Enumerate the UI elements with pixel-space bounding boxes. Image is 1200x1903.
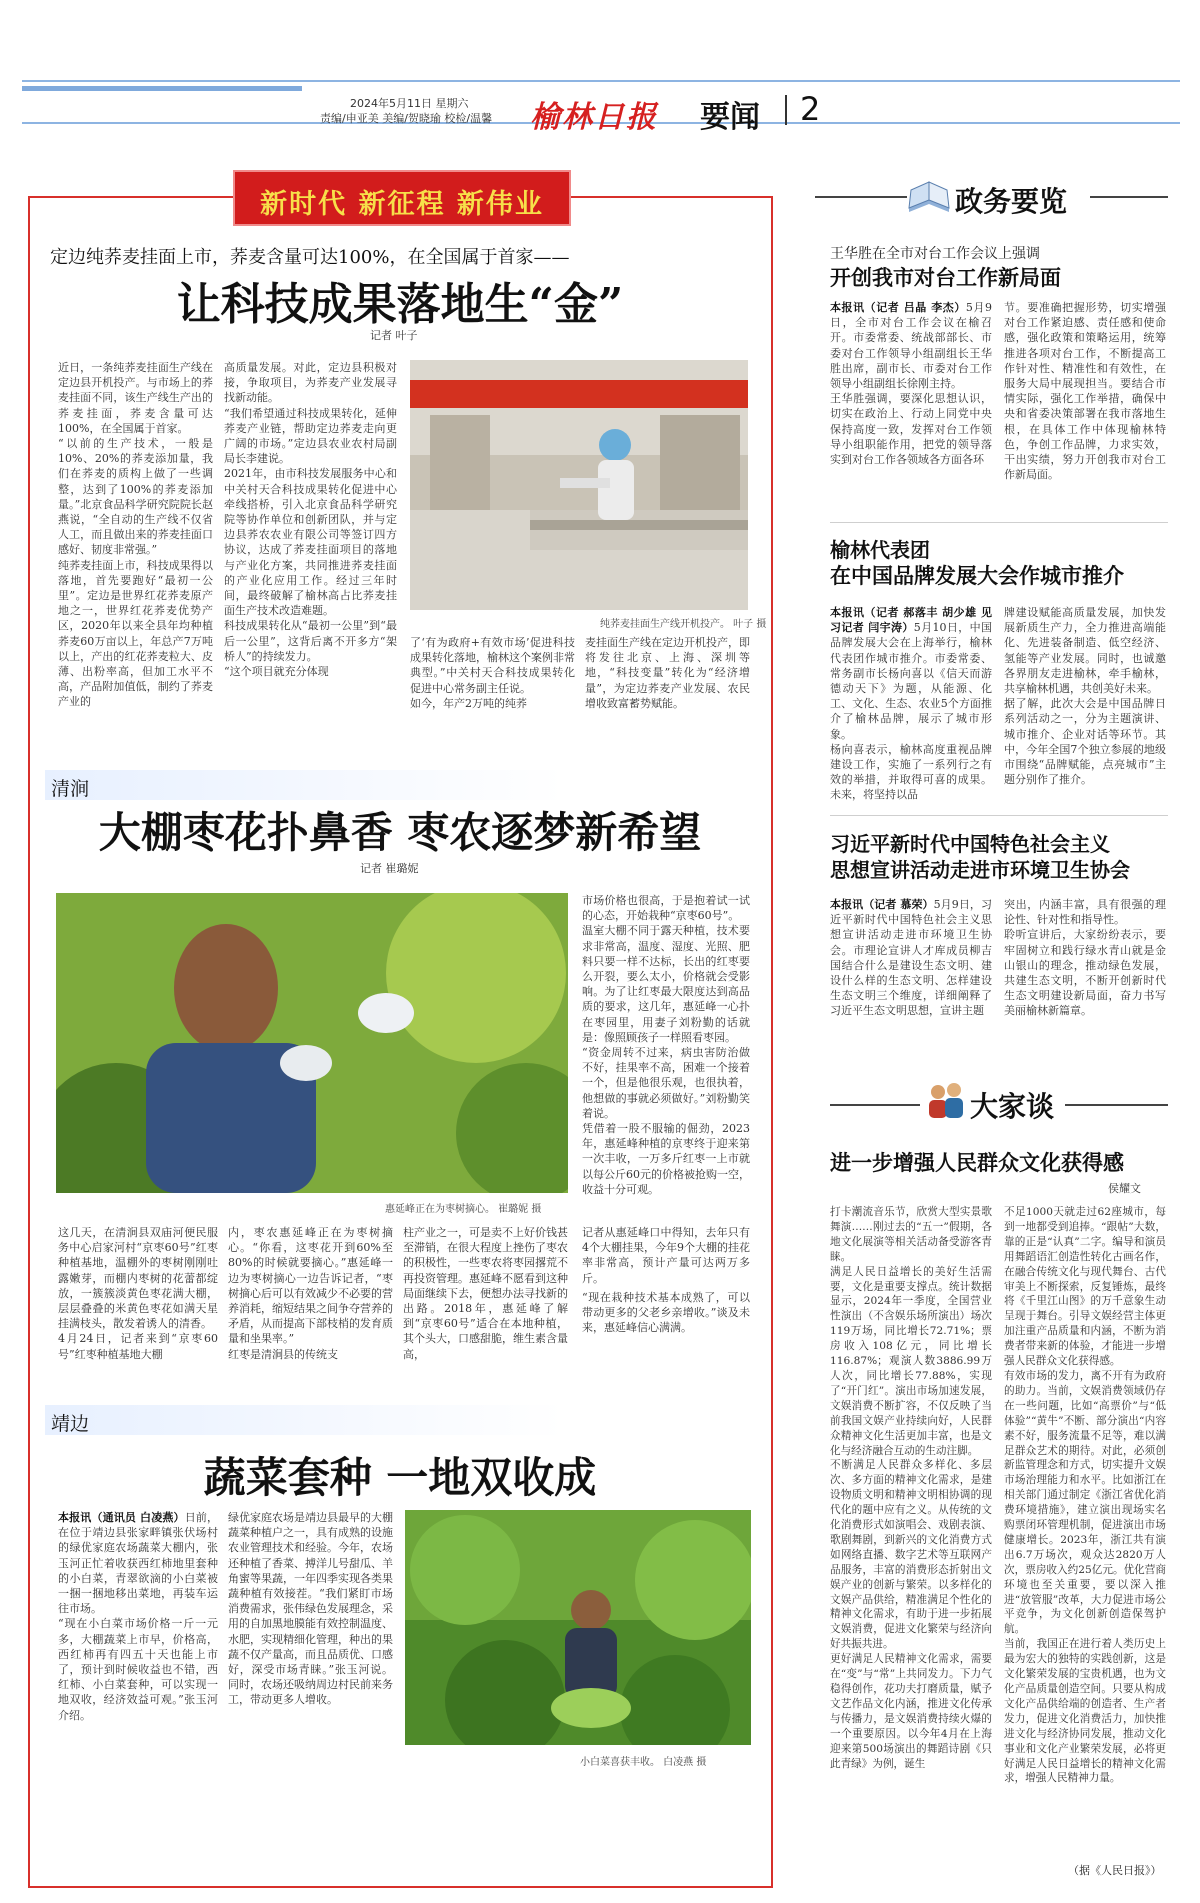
story2-col1: 这几天，在清涧县双庙河便民服务中心启家河村“京枣60号”红枣种植基地，温棚外的枣树刚刚吐露嫩芽，而棚内枣树的花蕾都绽放，一簇簇淡黄色枣花满大棚，层层叠叠的米黄色枣花如满天星挂满枝头，散发着诱人的清香。 4月24日，记者来到“京枣60号”红枣种植基地大棚	[58, 1226, 218, 1361]
story3-headline: 蔬菜套种 一地双收成	[203, 1453, 597, 1502]
cabbage-harvest-photo	[405, 1510, 751, 1745]
story1-col3: 了‘有为政府+有效市场’促进科技成果转化落地，榆林这个案例非常典型。”中关村天合科技成果转化促进中心常务副主任说。 如今，年产2万吨的纯荞	[410, 636, 575, 710]
essay-author: 侯耀文	[1108, 1182, 1141, 1195]
story2-col-tail: “现在栽种技术基本成熟了，可以带动更多的父老乡亲增收。”谈及未来，惠延峰信心满满。	[582, 1291, 750, 1335]
news1-col2: 节。要准确把握形势，切实增强对台工作紧迫感、责任感和使命感，强化政策和策略运用，统筹推进各项对台工作，不断提高工作针对性、精准性和有效性，在服务大局中展现担当。要结合市情实际，强化工作举措，确保中央和省委决策部署在我市落地生根，在具体工作中体现榆林特色，争创工作品牌，力求实效，干出实绩，努力开创我市对台工作新局面。	[1004, 301, 1166, 482]
politics-rule-left	[815, 196, 907, 198]
story3-col1-text: 日前，在位于靖边县张家畔镇张伏场村的绿优家庭农场蔬菜大棚内，张玉河正忙着收获西红柿地里套种的小白菜，青翠欲滴的小白菜被一捆一捆地移出菜地，再装车运往市场。 “现在小白菜市场价格一斤一元多，大棚蔬菜上市早，价格高，西红柿再有四五十天也能上市了，预计到时候收益也不错，西红柿、小白菜套种，可以实现一地双收，经济效益可观。”张玉河介绍。	[58, 1511, 218, 1722]
masthead-rule-segment	[22, 86, 302, 91]
masthead-page-number: 2	[800, 90, 821, 128]
news1-subhead: 王华胜在全市对台工作会议上强调	[830, 246, 1040, 262]
news1-col1	[830, 300, 992, 512]
feature-banner-text: 新时代 新征程 新伟业	[260, 189, 544, 220]
essay-col2: 不足1000天就走过62座城市，每到一地都受到追捧。“跟帖”大数，靠的正是“认真”二字。编导和演员用舞蹈语汇创造性转化古画名作，在融合传统文化与现代舞台、古代审美上不断探索，反复锤炼，最终将《千里江山图》的万千意象生动呈现于舞台。引导文娱经营主体更加注重产品质量和内涵，不断为消费者带来新的体验，才能进一步增强人民群众文化获得感。 有效市场的发力，离不开有为政府的助力。当前，文娱消费领域仍存在一些问题，比如“高票价”与“低体验”“黄牛”不断、部分演出“内容素不好，服务流量不足等，难以满足群众艺术的期待。对此，必须创新监管理念和方式，切实提升文娱市场治理能力和水平。比如浙江在相关部门通过制定《浙江省优化消费环境措施》，建立演出现场实名购票闭环管理机制，促进演出市场健康增长。2023年，浙江共有演出6.7万场次，观众达2820万人次，票房收入约25亿元。优化营商环境也至关重要，要以深入推进“放管服”改革，大力促进市场公平竞争，为文化创新创造保驾护航。 当前，我国正在进行着人类历史上最为宏大的独特的实践创新，这是文化繁荣发展的宝贵机遇，也为文化产品质量创造空间。只要从构成文化产品供给端的创造者、生产者发力，促进文化消费活力，加快推进文化与经济协同发展，推动文化事业和文化产业繁荣发展，必将更好满足人民日益增长的精神文化需求，增强人民精神力量。	[1004, 1206, 1166, 1785]
story2-byline: 记者 崔璐妮	[360, 862, 419, 875]
news1-col1-text: 5月9日，全市对台工作会议在榆召开。市委常委、统战部部长、市委对台工作领导小组副组长王华胜出席，副市长、市委对台工作领导小组副组长徐刚主持。 王华胜强调，要深化思想认识，切实在政治上、行动上同党中央保持高度一致，发挥对台工作领导小组职能作用，把党的领导落实到对台工作各领域各方面各环	[830, 301, 992, 467]
book-icon-art	[905, 178, 953, 218]
news2-col2: 牌建设赋能高质量发展，加快发展新质生产力，全力推进高端能化、先进装备制造、低空经济、氢能等产业发展。同时，也诚邀各界朋友走进榆林，牵手榆林，共享榆林机遇，共创美好未来。 据了解，此次大会是中国品牌日系列活动之一，分为主题演讲、城市推介、企业对话等环节。其中，今年全国7个独立参展的地级市围绕“品牌赋能，点亮城市”主题分别作了推介。	[1004, 606, 1166, 787]
news2-subhead: 榆林代表团	[830, 538, 930, 562]
noodle-production-photo	[410, 360, 748, 610]
story2-headline: 大棚枣花扑鼻香 枣农逐梦新希望	[98, 808, 702, 857]
noodle-production-photo-art	[410, 360, 748, 610]
news1-headline: 开创我市对台工作新局面	[830, 265, 1061, 290]
news-divider	[830, 522, 1168, 523]
story3-col1	[58, 1510, 218, 1795]
story2-photo-caption: 惠延峰正在为枣树摘心。 崔璐妮 摄	[385, 1204, 542, 1215]
news3-headline-line2: 思想宣讲活动走进市环境卫生协会	[830, 858, 1130, 882]
jujube-farmer-photo-art	[56, 893, 568, 1193]
news3-col1-text: 5月9日，习近平新时代中国特色社会主义思想宣讲活动走进市环境卫生协会。市理论宣讲人才库成员柳吉国结合什么是建设生态文明、建设什么样的生态文明、怎样建设生态文明三个维度，详细阐释了习近平生态文明思想，宣讲主题	[830, 898, 992, 1018]
masthead-top-rule	[22, 80, 1180, 82]
talk-rule-right	[1065, 1104, 1168, 1106]
news2-headline: 在中国品牌发展大会作城市推介	[830, 563, 1124, 588]
story2-col-mid-tail: 记者从惠延峰口中得知，去年只有4个大棚挂果，今年9个大棚的挂花率非常高，预计产量可达两万多斤。	[582, 1226, 750, 1285]
story3-lead: 本报讯（通讯员 白凌燕）	[58, 1511, 185, 1524]
story1-byline: 记者 叶子	[370, 329, 418, 342]
story3-location-band	[45, 1405, 565, 1435]
politics-heading	[955, 180, 1067, 220]
essay-source: （据《人民日报》）	[1068, 1864, 1162, 1877]
masthead-paper-name: 榆林日报	[530, 100, 658, 135]
story2-col-right: 市场价格也很高，于是抱着试一试的心态，开始栽种“京枣60号”。 温室大棚不同于露天种植，技术要求非常高，温度、湿度、光照、肥料只要一样不达标，长出的红枣要么开裂，要么太小，价格就会受影响。为了让红枣最大限度达到高品质的要求，这几年，惠延峰一心扑在枣园里，用妻子刘粉勤的话就是：像照顾孩子一样照看枣园。 “资金周转不过来，病虫害防治做不好，挂果率不高，困难一个接着一个，但是他很乐观，也很执着，他想做的事就必须做好。”刘粉勤笑着说。 凭借着一股不服输的倔劲，2023年，惠延峰种植的京枣终于迎来第一次丰收，一万多斤红枣一上市就以每公斤60元的价格被抢购一空，收益十分可观。	[582, 894, 750, 1196]
masthead-editors: 责编/申亚美 美编/贺晓瑜 校检/温馨	[320, 112, 493, 125]
news3-headline-line1: 习近平新时代中国特色社会主义	[830, 832, 1110, 856]
story1-col2: 高质量发展。对此，定边县积极对接，争取项目，为荞麦产业发展寻找新动能。 “我们希望通过科技成果转化，延伸荞麦产业链，帮助定边荞麦走向更广阔的市场。”定边县农业农村局副局长李建说。 2021年，由市科技发展服务中心和中关村天合科技成果转化促进中心牵线搭桥，引入北京食品科学研究院等协作单位和创新团队，并与定边县荞农农业有限公司等签订四方协议，达成了荞麦挂面项目的落地与产业化方案，共同推进荞麦挂面的产业化应用工作。经过三年时间，最终破解了榆林高占比荞麦挂面生产技术改造难题。 科技成果转化从“最初一公里”到“最后一公里”，这背后离不开多方“架桥人”的持续发力。 “这个项目就充分体现	[224, 361, 397, 679]
story1-col4: 麦挂面生产线在定边开机投产，即将发往北京、上海、深圳等地，“科技变量”转化为“经济增量”，为定边荞麦产业发展、农民增收致富蓄势赋能。	[585, 636, 750, 710]
story1-headline: 让科技成果落地生“金”	[176, 279, 624, 330]
news3-col2: 突出，内涵丰富，具有很强的理论性、针对性和指导性。 聆听宣讲后，大家纷纷表示，要牢固树立和践行绿水青山就是金山银山的理念，推动绿色发展，共建生态文明，不断开创新时代生态文明建设新局面，奋力书写美丽榆林新篇章。	[1004, 898, 1166, 1018]
talk-rule-left	[830, 1104, 920, 1106]
talk-heading: 大家谈	[970, 1090, 1055, 1123]
essay-col1: 打卡潮流音乐节，欣赏大型实景歌舞演……刚过去的“五一”假期，各地文化展演等相关活动备受游客青睐。 满足人民日益增长的美好生活需要，文化是重要支撑点。统计数据显示，2024年一季度，全国营业性演出（不含娱乐场所演出）场次119万场，同比增长72.71%；票房收入108亿元，同比增长116.87%；观演人数3886.99万人次，同比增长77.88%，实现了“开门红”。演出市场加速发展，文娱消费不断扩容，不仅反映了当前我国文娱产业持续向好，人民群众精神文化生活更加丰富，也是文化与经济融合互动的生动注脚。 不断满足人民群众多样化、多层次、多方面的精神文化需求，是建设物质文明和精神文明相协调的现代化的题中应有之义。从传统的文化消费形式如演唱会、戏剧表演、歌剧舞剧，到新兴的文化消费方式如网络直播、数字艺术等互联网产品服务，丰富的消费形态折射出文娱产业的创新与繁荣。以多样化的文娱产品供给，精准满足个性化的精神文化需求，有助于进一步拓展文娱消费，促进文化繁荣与经济向好共振共进。 更好满足人民精神文化需求，需要在“变”与“常”上共同发力。下力气稳得创作，花功夫打磨质量，赋予文艺作品文化内涵，推进文化传承与传播力，是文娱消费持续火爆的一个重要原因。以今年4月在上海迎来第500场演出的舞蹈诗剧《只此青绿》为例，诞生	[830, 1206, 992, 1770]
people-icon	[924, 1080, 968, 1122]
news2-lead: 本报讯（记者 郝落丰 胡少雄 见习记者 闫宇涛）	[830, 606, 992, 635]
story3-col2: 绿优家庭农场是靖边县最早的大棚蔬菜种植户之一，具有成熟的设施农业管理技术和经验。今年，农场还种植了香菜、搏洋儿号甜瓜、羊角蜜等果蔬，一年四季实现各类果蔬种植有效接茬。“我们紧盯市场消费需求，张伟绿色发展理念，采用的自加黑地膜能有效控制温度、水肥，实现精细化管理，种出的果蔬不仅产量高，而且品质优、口感好，深受市场青睐。”张玉河说。同时，农场还吸纳周边村民前来务工，带动更多人增收。	[228, 1511, 393, 1707]
masthead-divider	[785, 95, 787, 125]
masthead-section-name: 要闻	[700, 100, 760, 135]
book-icon	[905, 178, 953, 218]
people-icon-art	[924, 1080, 968, 1122]
news2-col1	[830, 605, 992, 801]
story2-location: 清涧	[51, 778, 90, 800]
story1-kicker: 定边纯荞麦挂面上市，荞麦含量可达100%，在全国属于首家——	[50, 247, 570, 268]
story2-col3: 柱产业之一，可是卖不上好价钱甚至滞销，在很大程度上挫伤了枣农的积极性，一些枣农将枣园撂荒不再投资管理。惠延峰不愿看到这种局面继续下去，便想办法寻找新的出路。2018年，惠延峰了解到“京枣60号”适合在本地种植，其个头大，口感甜脆，维生素含量高，	[403, 1226, 568, 1361]
essay-headline: 进一步增强人民群众文化获得感	[830, 1150, 1124, 1175]
news3-lead: 本报讯（记者 慕荣）	[830, 898, 934, 911]
jujube-farmer-photo	[56, 893, 568, 1193]
story2-col2: 内，枣农惠延峰正在为枣树摘心。“你看，这枣花开到60%至80%的时候就要摘心。”惠延峰一边为枣树摘心一边告诉记者，“枣树摘心后可以有效减少不必要的营养消耗，缩短结果之间争夺营养的矛盾，从而提高下部枝梢的发育质量和坐果率。” 红枣是清涧县的传统支	[228, 1226, 393, 1361]
cabbage-harvest-photo-art	[405, 1510, 751, 1745]
news1-lead: 本报讯（记者 吕晶 李杰）	[830, 301, 966, 314]
politics-rule-right	[1090, 196, 1168, 198]
story2-location-band	[45, 770, 565, 800]
politics-heading-text: 政务要览	[955, 185, 1068, 218]
news-divider	[830, 815, 1168, 816]
story1-col1: 近日，一条纯荞麦挂面生产线在定边县开机投产。与市场上的荞麦挂面不同，该生产线生产出的荞麦挂面，荞麦含量可达100%，在全国属于首家。 “以前的生产技术，一般是10%、20%的荞麦添加量，我们在荞麦的质构上做了一些调整，达到了100%的荞麦添加量。”北京食品科学研究院院长赵燕说，“全自动的生产线不仅省人工，而且做出来的荞麦挂面口感好、韧度非常强。” 纯荞麦挂面上市，科技成果得以落地，首先要跑好“最初一公里”。定边是世界红花荞麦原产地之一，世界红花荞麦优势产区，2020年以来全县年均种植荞麦60万亩以上，年总产7万吨以上，产出的红花荞麦粒大、皮薄、出粉率高，但加工水平不高，产品附加值低，制约了荞麦产业的	[58, 361, 213, 709]
story3-photo-caption: 小白菜喜获丰收。 白凌燕 摄	[580, 1757, 707, 1768]
story3-location: 靖边	[51, 1413, 90, 1435]
news2-col1-text: 5月10日，中国品牌发展大会在上海举行，榆林代表团作城市推介。市委常委、常务副市长杨向喜以《信天而游 德动天下》为题，从能源、化工、文化、生态、农业5个方面推介了榆林品牌，展示了城市形象。 杨向喜表示，榆林高度重视品牌建设工作，实施了一系列行之有效的举措，并取得可喜的成果。未来，将坚持以品	[830, 621, 992, 801]
masthead-date: 2024年5月11日 星期六	[350, 97, 469, 110]
story1-photo-caption: 纯荞麦挂面生产线开机投产。 叶子 摄	[600, 619, 767, 630]
news3-col1	[830, 897, 992, 1037]
